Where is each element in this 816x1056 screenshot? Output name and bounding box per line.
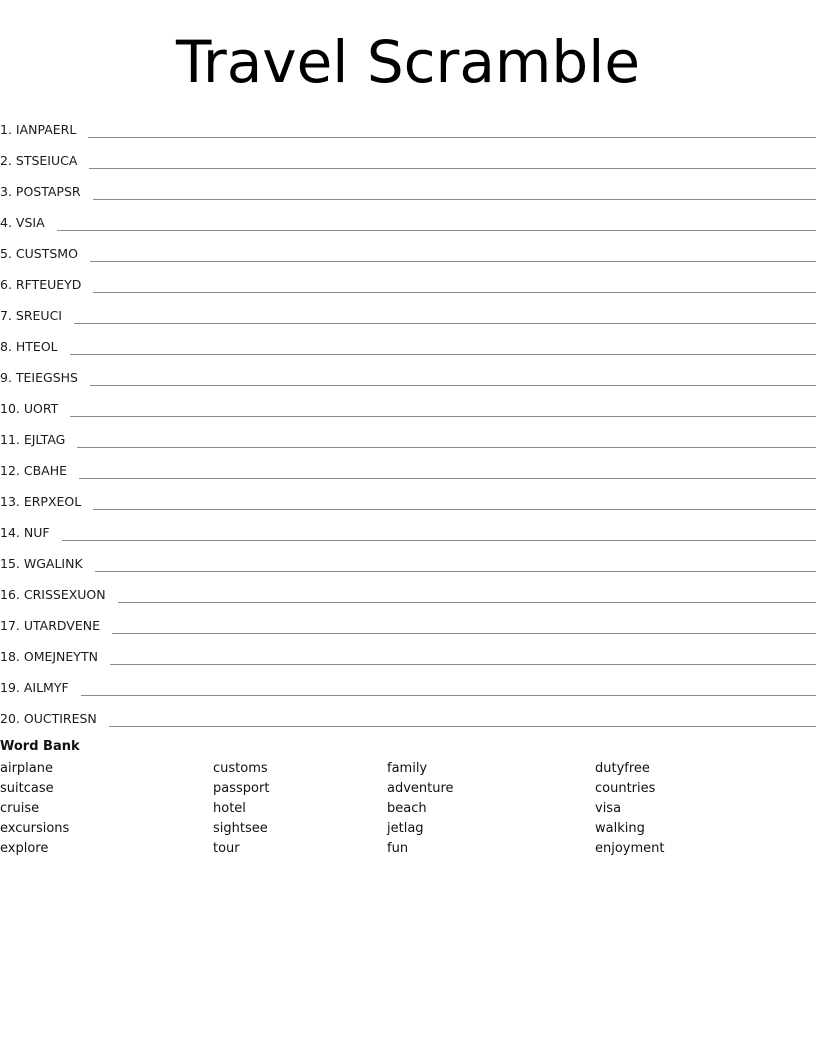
word-bank-row xyxy=(0,820,816,840)
question-text: 8. HTEOL xyxy=(0,339,58,354)
question-row xyxy=(0,203,816,234)
word-bank-row xyxy=(0,780,816,800)
question-row xyxy=(0,420,816,451)
question-row xyxy=(0,172,816,203)
word-bank-title: Word Bank xyxy=(0,739,80,754)
question-text: 20. OUCTIRESN xyxy=(0,711,97,726)
answer-line[interactable] xyxy=(90,260,816,262)
question-row xyxy=(0,606,816,637)
page-title: Travel Scramble xyxy=(175,28,641,96)
word-bank-word: airplane xyxy=(0,761,53,776)
word-bank-word: dutyfree xyxy=(595,761,650,776)
question-row xyxy=(0,265,816,296)
question-row xyxy=(0,451,816,482)
question-text: 12. CBAHE xyxy=(0,463,68,478)
answer-line[interactable] xyxy=(93,198,816,200)
question-text: 9. TEIEGSHS xyxy=(0,370,78,385)
question-row xyxy=(0,327,816,358)
question-row xyxy=(0,637,816,668)
answer-line[interactable] xyxy=(90,384,816,386)
question-text: 3. POSTAPSR xyxy=(0,184,81,199)
word-bank-word: walking xyxy=(595,821,645,836)
answer-line[interactable] xyxy=(77,446,816,448)
question-list xyxy=(0,110,816,730)
word-bank-word: suitcase xyxy=(0,781,54,796)
question-text: 6. RFTEUEYD xyxy=(0,277,82,292)
word-bank-row xyxy=(0,840,816,860)
answer-line[interactable] xyxy=(95,570,816,572)
answer-line[interactable] xyxy=(110,663,816,665)
word-bank-word: visa xyxy=(595,801,622,816)
question-row xyxy=(0,544,816,575)
question-text: 4. VSIA xyxy=(0,215,45,230)
question-text: 10. UORT xyxy=(0,401,59,416)
word-bank-row xyxy=(0,800,816,820)
word-bank-word: countries xyxy=(595,781,656,796)
word-bank-word: jetlag xyxy=(387,821,424,836)
answer-line[interactable] xyxy=(93,508,816,510)
question-text: 19. AILMYF xyxy=(0,680,69,695)
answer-line[interactable] xyxy=(88,136,816,138)
question-row xyxy=(0,575,816,606)
question-text: 14. NUF xyxy=(0,525,50,540)
question-row xyxy=(0,513,816,544)
word-bank-row xyxy=(0,760,816,780)
answer-line[interactable] xyxy=(93,291,816,293)
word-bank-word: tour xyxy=(213,841,240,856)
question-text: 15. WGALINK xyxy=(0,556,83,571)
question-row xyxy=(0,296,816,327)
question-text: 1. IANPAERL xyxy=(0,122,77,137)
answer-line[interactable] xyxy=(57,229,816,231)
question-row xyxy=(0,699,816,730)
answer-line[interactable] xyxy=(74,322,816,324)
answer-line[interactable] xyxy=(118,601,816,603)
word-bank-word: explore xyxy=(0,841,49,856)
word-bank-word: fun xyxy=(387,841,409,856)
answer-line[interactable] xyxy=(62,539,816,541)
answer-line[interactable] xyxy=(109,725,816,727)
question-text: 13. ERPXEOL xyxy=(0,494,82,509)
question-text: 7. SREUCI xyxy=(0,308,62,323)
question-text: 17. UTARDVENE xyxy=(0,618,101,633)
word-bank-word: excursions xyxy=(0,821,70,836)
question-text: 16. CRISSEXUON xyxy=(0,587,106,602)
question-row xyxy=(0,141,816,172)
question-text: 2. STSEIUCA xyxy=(0,153,78,168)
question-row xyxy=(0,482,816,513)
word-bank-word: cruise xyxy=(0,801,40,816)
answer-line[interactable] xyxy=(79,477,816,479)
word-bank-word: hotel xyxy=(213,801,246,816)
word-bank-word: sightsee xyxy=(213,821,268,836)
question-row xyxy=(0,110,816,141)
word-bank-word: customs xyxy=(213,761,268,776)
answer-line[interactable] xyxy=(70,353,816,355)
answer-line[interactable] xyxy=(112,632,816,634)
answer-line[interactable] xyxy=(81,694,816,696)
word-bank-word: enjoyment xyxy=(595,841,665,856)
word-bank-word: family xyxy=(387,761,428,776)
word-bank-word: adventure xyxy=(387,781,454,796)
answer-line[interactable] xyxy=(89,167,816,169)
question-row xyxy=(0,234,816,265)
word-bank-word: beach xyxy=(387,801,427,816)
question-text: 5. CUSTSMO xyxy=(0,246,78,261)
question-text: 18. OMEJNEYTN xyxy=(0,649,98,664)
question-row xyxy=(0,389,816,420)
question-text: 11. EJLTAG xyxy=(0,432,66,447)
word-bank xyxy=(0,739,816,860)
answer-line[interactable] xyxy=(70,415,816,417)
question-row xyxy=(0,668,816,699)
question-row xyxy=(0,358,816,389)
word-bank-word: passport xyxy=(213,781,270,796)
